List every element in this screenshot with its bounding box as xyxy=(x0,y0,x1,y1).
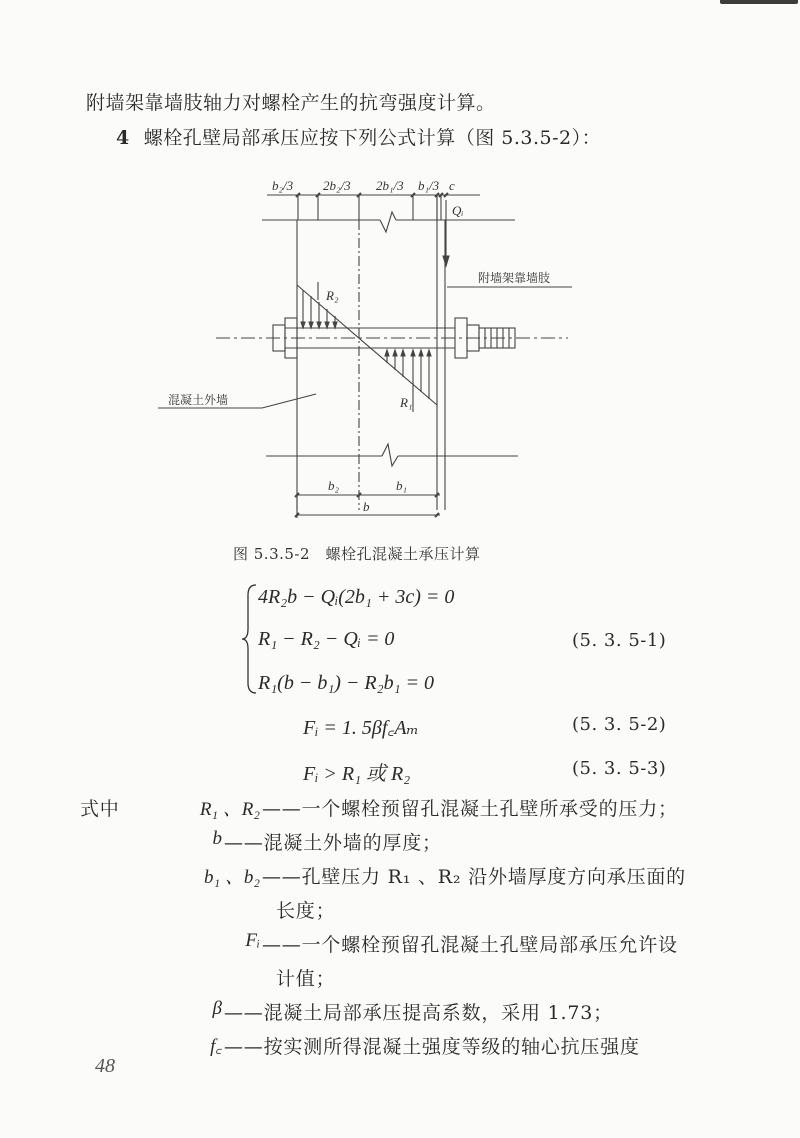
page-number: 48 xyxy=(95,1055,115,1077)
dim-label-2b2-third: 2b₂/3 xyxy=(323,178,351,193)
equation-3: Fᵢ > R₁ 或 R₂ xyxy=(303,763,411,785)
item-4 xyxy=(116,123,601,150)
def-symbol-beta: β xyxy=(212,998,222,1019)
def-text-r1-r2: ——一个螺栓预留孔混凝土孔壁所承受的压力； xyxy=(262,798,678,820)
scan-edge-mark xyxy=(720,0,798,4)
def-text-fi-cont: 计值； xyxy=(276,968,336,990)
label-concrete-wall: 混凝土外墙 xyxy=(168,393,229,407)
def-text-fc: ——按实测所得混凝土强度等级的轴心抗压强度 xyxy=(224,1036,640,1058)
def-text-b1-b2: ——孔壁压力 R₁ 、R₂ 沿外墙厚度方向承压面的 xyxy=(262,866,686,888)
def-symbol-b: b xyxy=(212,828,222,849)
def-text-fi: ——一个螺栓预留孔混凝土孔壁局部承压允许设 xyxy=(262,934,678,956)
def-symbol-r1-r2: R₁ 、R₂ xyxy=(199,799,260,820)
item-text: 螺栓孔壁局部承压应按下列公式计算（图 5.3.5-2）： xyxy=(143,127,602,149)
def-text-beta: ——混凝土局部承压提高系数，采用 1.73； xyxy=(224,1002,613,1024)
left-brace xyxy=(240,583,258,695)
equation-number-2: (5. 3. 5-2) xyxy=(572,714,667,735)
dim-label-2b1-third: 2b₁/3 xyxy=(376,178,404,193)
dim-label-b2-third: b₂/3 xyxy=(272,178,294,193)
equation-system-line-1: 4R₂b − Qᵢ(2b₁ + 3c) = 0 xyxy=(258,586,455,608)
dim-label-c: c xyxy=(449,178,455,193)
definitions-intro: 式中 xyxy=(80,798,120,820)
figure-caption: 图 5.3.5-2 螺栓孔混凝土承压计算 xyxy=(233,545,481,563)
def-symbol-fi: Fᵢ xyxy=(245,930,260,951)
load-label-q: Qᵢ xyxy=(452,203,464,218)
item-number: 4 xyxy=(116,127,130,149)
paragraph-continuation: 附墙架靠墙肢轴力对螺栓产生的抗弯强度计算。 xyxy=(86,92,496,114)
stress-label-r1: R₁ xyxy=(400,395,413,410)
label-wall-limb: 附墙架靠墙肢 xyxy=(478,271,551,285)
dim-label-b1: b₁ xyxy=(396,478,408,493)
def-text-b1-b2-cont: 长度； xyxy=(276,900,336,922)
def-symbol-b1-b2: b₁ 、b₂ xyxy=(204,867,260,888)
stress-label-r2: R₂ xyxy=(326,288,339,303)
dim-label-b2: b₂ xyxy=(328,478,340,493)
equation-number-1: (5. 3. 5-1) xyxy=(572,630,667,651)
equation-number-3: (5. 3. 5-3) xyxy=(572,758,667,779)
dim-label-b: b xyxy=(363,499,370,514)
def-symbol-fc: f꜀ xyxy=(210,1036,222,1057)
figure-bolt-hole-bearing xyxy=(150,170,610,530)
equation-2: Fᵢ = 1. 5βf꜀Aₘ xyxy=(303,717,419,739)
def-text-b: ——混凝土外墙的厚度； xyxy=(224,832,442,854)
equation-system-line-3: R₁(b − b₁) − R₂b₁ = 0 xyxy=(258,672,435,694)
equation-system-line-2: R₁ − R₂ − Qᵢ = 0 xyxy=(258,628,395,650)
dim-label-b1-third: b₁/3 xyxy=(418,178,440,193)
